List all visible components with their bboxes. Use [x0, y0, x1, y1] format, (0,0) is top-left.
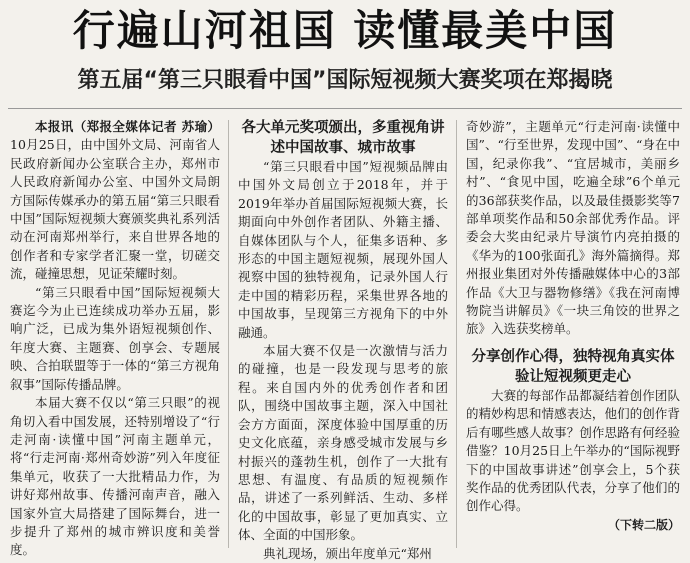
section-title: 分享创作心得，独特视角真实体验让短视频更走心 — [471, 348, 675, 385]
continued-note: （下转二版） — [607, 517, 680, 532]
paragraph: 典礼现场，颁出年度单元“郑州 — [263, 545, 432, 561]
article-column-2 — [238, 118, 448, 561]
paragraph: 大赛的每部作品都凝结着创作团队的精妙构思和情感表达，他们的创作背后有哪些感人故事？创作思路有何经验借鉴？10月25日上午举办的“国际视野下的中国故事讲述”创享会上，5个获奖作品的优秀团队代表，分享了他们的创作心得。 — [466, 387, 680, 514]
section-title: 各大单元奖项颁出，多重视角讲述中国故事、城市故事 — [241, 120, 445, 156]
paragraph — [10, 118, 220, 284]
article-column-3 — [466, 118, 680, 548]
column-divider — [456, 120, 457, 548]
paragraph: 本届大赛不仅以“第三只眼”的视角切入看中国发展，还特别增设了“行走河南·读懂中国”河南主题单元，将“行走河南·郑州奇妙游”列入年度征集单元，收获了一大批精品力作，为讲好郑州故事、传播河南声音，融入国家外宣大局搭建了国际舞台，进一步提升了郑州的城市辨识度和美誉度。 — [10, 395, 220, 558]
byline: 本报讯（郑报全媒体记者 苏瑜） — [35, 119, 220, 134]
headline: 行遍山河祖国 读懂最美中国 — [72, 6, 618, 55]
header-rule — [8, 108, 682, 109]
paragraph: 本届大赛不仅是一次激情与活力的碰撞，也是一段发现与思考的旅程。来自国内外的优秀创作者和团队，围绕中国故事主题，深入中国社会方方面面，深度体验中国厚重的历史文化底蕴，亲身感受城市发展与乡村振兴的蓬勃生机，创作了一大批有思想、有温度、有品质的短视频作品，讲述了一系列鲜活、生动、多样化的中国故事，彰显了更加真实、立体、全面的中国形象。 — [238, 343, 448, 543]
subheadline: 第五届“第三只眼看中国”国际短视频大赛奖项在郑揭晓 — [77, 68, 613, 93]
paragraph: “第三只眼看中国”短视频品牌由中国外文局创立于2018年，并于2019年举办首届国际短视频大赛，长期面向中外创作者团队、外籍主播、自媒体团队与个人，征集多语种、多形态的中国主题短视频，展现外国人视察中国的独特视角，记录外国人行走中国的精彩历程，采集世界各地的中国故事，呈现第三方视角下的中外融通。 — [238, 159, 448, 340]
column-divider — [228, 120, 229, 548]
article-column-1 — [10, 118, 220, 558]
paragraph-text: 10月25日，由中国外文局、河南省人民政府新闻办公室联合主办，郑州市人民政府新闻办公室、中国外文局朗方国际传媒承办的第五届“第三只眼看中国”国际短视频大赛颁奖典礼系列活动在河南郑州举行，来自世界各地的创作者和专家学者汇聚一堂，切磋交流，碰撞思想，见证荣耀时刻。 — [10, 137, 220, 282]
paragraph: “第三只眼看中国”国际短视频大赛迄今为止已连续成功举办五届，影响广泛，已成为集外语短视频创作、年度大赛、主题赛、创享会、专题展映、合拍联盟等于一体的“第三方视角叙事”国际传播品牌。 — [10, 284, 220, 392]
paragraph: 奇妙游”，主题单元“行走河南·读懂中国”、“行至世界，发现中国”、“身在中国，纪录你我”、“宜居城市，美丽乡村”、“食见中国，吃遍全球”6个单元的36部获奖作品，以及最佳摄影奖等7部单项奖作品和50余部优秀作品。评委会大奖由纪录片导演竹内亮拍摄的《华为的100张面孔》海外篇摘得。郑州报业集团对外传播融媒体中心的3部作品《大卫与器物修缮》《我在河南博物院当讲解员》《一块三角饺的世界之旅》入选获奖榜单。 — [466, 119, 680, 337]
